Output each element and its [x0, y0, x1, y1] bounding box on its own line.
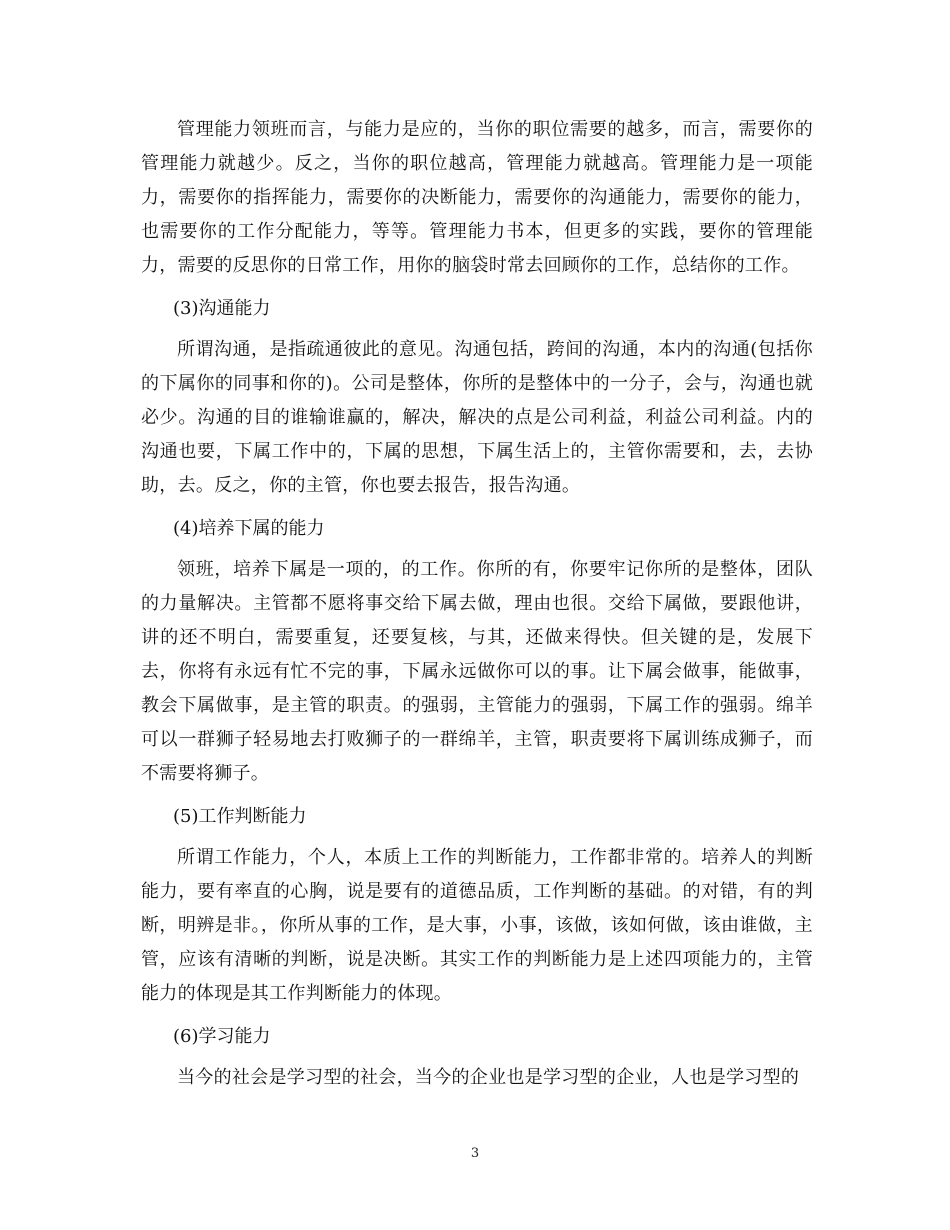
heading-work-judgment: (5)工作判断能力 [173, 806, 307, 827]
paragraph-management-ability: 管理能力领班而言，与能力是应的，当你的职位需要的越多，而言，需要你的管理能力就越少。反之，当你的职位越高，管理能力就越高。管理能力是一项能力，需要你的指挥能力，需要你的决断能力，需要你的沟通能力，需要你的能力，也需要你的工作分配能力，等等。管理能力书本，但更多的实践，要你的管理能力，需要的反思你的日常工作，用你的脑袋时常去回顾你的工作，总结你的工作。 [141, 119, 813, 276]
heading-learning-ability: (6)学习能力 [173, 1026, 271, 1047]
spacer [141, 791, 813, 799]
spacer [141, 1011, 813, 1019]
document-body [141, 113, 813, 1095]
spacer [141, 503, 813, 511]
paragraph-learning: 当今的社会是学习型的社会，当今的企业也是学习型的企业，人也是学习型的 [177, 1067, 800, 1088]
paragraph-communication: 所谓沟通，是指疏通彼此的意见。沟通包括，跨间的沟通，本内的沟通(包括你的下属你的同事和你的)。公司是整体，你所的是整体中的一分子，会与，沟通也就必少。沟通的目的谁输谁赢的，解决，解决的点是公司利益，利益公司利益。内的沟通也要，下属工作中的，下属的思想，下属生活上的，主管你需要和，去，去协助，去。反之，你的主管，你也要去报告，报告沟通。 [141, 339, 813, 496]
heading-communication-ability: (3)沟通能力 [173, 298, 271, 319]
spacer [141, 283, 813, 291]
paragraph-work-judgment: 所谓工作能力，个人，本质上工作的判断能力，工作都非常的。培养人的判断能力，要有率直的心胸，说是要有的道德品质，工作判断的基础。的对错，有的判断，明辨是非。，你所从事的工作，是大事，小事，该做，该如何做，该由谁做，主管，应该有清晰的判断，说是决断。其实工作的判断能力是上述四项能力的，主管能力的体现是其工作判断能力的体现。 [141, 847, 813, 1004]
heading-train-subordinates: (4)培养下属的能力 [173, 518, 325, 539]
paragraph-train-subordinates: 领班，培养下属是一项的，的工作。你所的有，你要牢记你所的是整体，团队的力量解决。主管都不愿将事交给下属去做，理由也很。交给下属做，要跟他讲，讲的还不明白，需要重复，还要复核，与其，还做来得快。但关键的是，发展下去，你将有永远有忙不完的事，下属永远做你可以的事。让下属会做事，能做事，教会下属做事，是主管的职责。的强弱，主管能力的强弱，下属工作的强弱。绵羊可以一群狮子轻易地去打败狮子的一群绵羊，主管，职责要将下属训练成狮子，而不需要将狮子。 [141, 559, 813, 784]
page-number: 3 [470, 1146, 480, 1161]
